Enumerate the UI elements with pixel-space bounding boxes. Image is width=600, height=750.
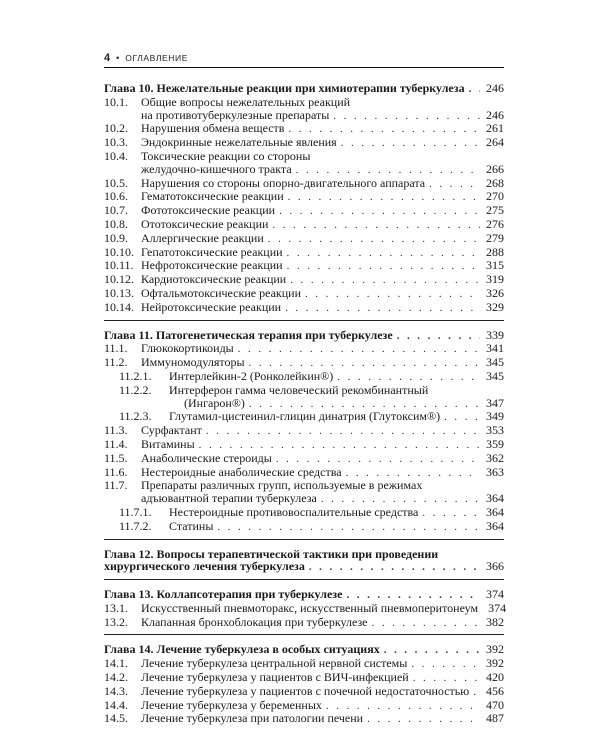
- dot-leader: [341, 137, 480, 150]
- entry-title: Аллергические реакции: [141, 230, 264, 245]
- entry-title: Сурфактант: [141, 423, 202, 438]
- entry-page: 456: [486, 683, 504, 698]
- entry-number: 14.1.: [104, 656, 128, 671]
- bullet-icon: •: [116, 53, 120, 63]
- toc-entry[interactable]: [104, 232, 504, 246]
- toc-entry[interactable]: [104, 287, 504, 301]
- toc-entry[interactable]: [104, 150, 504, 177]
- toc-entry[interactable]: [104, 452, 504, 466]
- toc-line: [104, 424, 504, 438]
- entry-title: Нестероидные анаболические средства: [141, 464, 342, 479]
- toc-line: [104, 150, 504, 163]
- dot-leader: [321, 493, 480, 506]
- chapter-heading[interactable]: [104, 329, 504, 343]
- entry-page: 359: [486, 436, 504, 451]
- entry-number: 11.2.3.: [119, 409, 152, 424]
- entry-page: 341: [486, 341, 504, 356]
- toc-entry[interactable]: [104, 410, 504, 424]
- entry-number: 11.2.1.: [119, 368, 152, 383]
- entry-title: Лечение туберкулеза у пациентов с почечной недостаточностью: [141, 683, 470, 698]
- toc-entry[interactable]: [104, 671, 504, 685]
- entry-page: 470: [486, 697, 504, 712]
- dot-leader: [287, 247, 480, 260]
- dot-leader: [276, 453, 480, 466]
- toc-entry[interactable]: [104, 699, 504, 713]
- entry-number: 11.2.2.: [119, 382, 152, 397]
- entry-page: 329: [486, 299, 504, 314]
- entry-page: 279: [486, 230, 504, 245]
- entry-title: Гематотоксические реакции: [141, 189, 284, 204]
- entry-page: 364: [486, 491, 504, 506]
- dot-leader: [305, 288, 480, 301]
- entry-title: Нарушения обмена веществ: [141, 121, 285, 136]
- entry-title: Интерлейкин-2 (Ронколейкин®): [169, 368, 334, 383]
- chapter-block: [104, 329, 504, 540]
- entry-page: 374: [488, 600, 507, 615]
- toc-entry[interactable]: [104, 204, 504, 218]
- entry-title-cont: адъювантной терапии туберкулеза: [141, 491, 317, 506]
- toc-line: [104, 671, 504, 685]
- entry-number: 14.3.: [104, 683, 128, 698]
- dot-leader: [217, 521, 480, 534]
- entry-number: 10.7.: [104, 203, 128, 218]
- toc-line-cont: [104, 492, 504, 506]
- entry-title: Нарушения со стороны опорно-двигательного аппарата: [141, 175, 426, 190]
- chapter-block: [104, 548, 504, 581]
- entry-page: 268: [486, 175, 504, 190]
- chapter-title: Глава 10. Нежелательные реакции при химиотерапии туберкулеза: [104, 81, 465, 95]
- entry-title: Фототоксические реакции: [141, 203, 276, 218]
- dot-leader: [272, 219, 480, 232]
- toc-line: [104, 600, 507, 616]
- chapter-page: 339: [486, 327, 504, 342]
- toc-entry[interactable]: [104, 301, 504, 315]
- toc-entry[interactable]: [104, 685, 504, 699]
- toc-line: [119, 410, 504, 424]
- chapter-block: [104, 82, 504, 321]
- toc-entry[interactable]: [104, 273, 504, 287]
- toc-line: [119, 370, 504, 384]
- entry-title: Препараты различных групп, используемые в режимах: [141, 478, 423, 493]
- chapter-page: 392: [486, 642, 504, 657]
- entry-number: 10.14.: [104, 299, 134, 314]
- entry-number: 10.3.: [104, 135, 128, 150]
- entry-number: 14.2.: [104, 670, 128, 685]
- entry-page: 315: [486, 258, 504, 273]
- entry-title: Лечение туберкулеза центральной нервной системы: [141, 656, 408, 671]
- toc-line: [119, 384, 504, 397]
- entry-number: 10.10.: [104, 244, 134, 259]
- toc-line: [104, 356, 504, 370]
- entry-number: 11.5.: [104, 450, 128, 465]
- dot-leader: [268, 233, 480, 246]
- chapter-block: [104, 643, 504, 731]
- toc-entry[interactable]: [104, 122, 504, 136]
- entry-page: 246: [486, 107, 504, 122]
- dot-leader: [288, 191, 480, 204]
- entry-title: Кардиотоксические реакции: [141, 272, 287, 287]
- entry-page: 261: [486, 121, 504, 136]
- toc-line: [104, 190, 504, 204]
- toc-entry[interactable]: [104, 356, 504, 370]
- entry-title: Глюкокортикоиды: [141, 341, 234, 356]
- toc-line: [104, 712, 504, 726]
- chapter-title: Глава 12. Вопросы терапевтической тактики при проведении: [104, 546, 439, 561]
- toc-line: [104, 177, 504, 191]
- toc-entry[interactable]: [104, 520, 504, 534]
- toc-entry[interactable]: [104, 466, 504, 480]
- entry-number: 11.7.: [104, 478, 128, 493]
- entry-page: 264: [486, 135, 504, 150]
- toc-line: [104, 452, 504, 466]
- entry-number: 14.5.: [104, 711, 128, 726]
- toc-line-cont: [104, 163, 504, 177]
- entry-page: 275: [486, 203, 504, 218]
- toc-line: [104, 136, 504, 150]
- entry-page: 364: [486, 504, 504, 519]
- chapter-heading-cont[interactable]: [104, 560, 504, 574]
- toc-line: [104, 232, 504, 246]
- entry-title: Общие вопросы нежелательных реакций: [141, 94, 351, 109]
- section-title: ОГЛАВЛЕНИЕ: [125, 53, 189, 63]
- toc-line: [104, 273, 504, 287]
- toc-line: [104, 657, 504, 671]
- toc-entry[interactable]: [104, 479, 504, 506]
- dot-leader: [287, 260, 480, 273]
- entry-number: 10.6.: [104, 189, 128, 204]
- entry-number: 11.7.1.: [119, 504, 152, 519]
- entry-title-cont: на противотуберкулезные препараты: [141, 107, 330, 122]
- toc-line: [104, 342, 504, 356]
- entry-number: 10.13.: [104, 285, 134, 300]
- entry-title-cont: (Ингарон®): [184, 395, 245, 410]
- toc-line: [104, 204, 504, 218]
- entry-page: 392: [486, 656, 504, 671]
- entry-page: 347: [486, 395, 504, 410]
- toc-line: [119, 520, 504, 534]
- entry-title: Статины: [169, 518, 214, 533]
- toc-line: [104, 466, 504, 480]
- chapter-title: Глава 14. Лечение туберкулеза в особых ситуациях: [104, 642, 380, 657]
- entry-page: 362: [486, 450, 504, 465]
- toc-line: [119, 506, 504, 520]
- entry-title: Нестероидные противовоспалительные средства: [169, 504, 419, 519]
- toc-entry[interactable]: [104, 424, 504, 438]
- entry-number: 13.2.: [104, 614, 128, 629]
- toc-entry[interactable]: [104, 438, 504, 452]
- toc-entry[interactable]: [104, 246, 504, 260]
- entry-number: 10.2.: [104, 121, 128, 136]
- dot-leader: [309, 561, 480, 574]
- entry-page: 266: [486, 161, 504, 176]
- entry-title: Нефротоксические реакции: [141, 258, 283, 273]
- dot-leader: [411, 658, 480, 671]
- entry-title: Ототоксические реакции: [141, 216, 269, 231]
- toc-entry[interactable]: [104, 384, 504, 411]
- entry-number: 11.3.: [104, 423, 128, 438]
- toc-line: [104, 616, 504, 630]
- dot-leader: [346, 589, 480, 602]
- entry-title: Анаболические стероиды: [141, 450, 272, 465]
- entry-title: Клапанная бронхоблокация при туберкулезе: [141, 614, 368, 629]
- toc-entry[interactable]: [104, 96, 504, 123]
- entry-number: 11.1.: [104, 341, 128, 356]
- dot-leader: [473, 686, 480, 699]
- chapter-page: 246: [486, 81, 504, 95]
- toc-line-cont: [119, 397, 504, 411]
- entry-page: 363: [486, 464, 504, 479]
- entry-title-cont: желудочно-кишечного тракта: [141, 161, 292, 176]
- entry-page: 288: [486, 244, 504, 259]
- dot-leader: [397, 330, 480, 343]
- table-of-contents: [104, 81, 507, 739]
- toc-line: [104, 301, 504, 315]
- toc-line-cont: [104, 109, 504, 123]
- entry-number: 11.2.: [104, 355, 128, 370]
- dot-leader: [429, 178, 480, 191]
- dot-leader: [333, 110, 480, 123]
- entry-title: Нейротоксические реакции: [141, 299, 282, 314]
- toc-entry[interactable]: [104, 506, 504, 520]
- entry-number: 11.7.2.: [119, 518, 152, 533]
- chapter-block: [104, 587, 507, 635]
- toc-line: [104, 685, 504, 699]
- entry-title: Глутамил-цистеинил-глицин динатрия (Глутоксим®): [169, 409, 441, 424]
- dot-leader: [238, 343, 480, 356]
- chapter-heading[interactable]: [104, 643, 504, 657]
- toc-line: [104, 438, 504, 452]
- entry-title: Витамины: [141, 436, 195, 451]
- chapter-page: 374: [486, 587, 504, 602]
- entry-number: 11.6.: [104, 464, 128, 479]
- entry-page: 345: [486, 368, 504, 383]
- entry-page: 487: [486, 711, 504, 726]
- dot-leader: [279, 205, 480, 218]
- entry-title: Гепатотоксические реакции: [141, 244, 283, 259]
- dot-leader: [413, 672, 480, 685]
- dot-leader: [422, 507, 480, 520]
- entry-title: Иммуномодуляторы: [141, 355, 245, 370]
- entry-number: 10.9.: [104, 230, 128, 245]
- entry-number: 10.4.: [104, 148, 128, 163]
- dot-leader: [469, 83, 480, 96]
- toc-entry[interactable]: [104, 600, 507, 616]
- entry-title: Интерферон гамма человеческий рекомбинантный: [169, 382, 429, 397]
- entry-number: 10.1.: [104, 94, 128, 109]
- chapter-title: Глава 13. Коллапсотерапия при туберкулезе: [104, 587, 343, 602]
- entry-number: 10.12.: [104, 272, 134, 287]
- toc-entry[interactable]: [104, 370, 504, 384]
- toc-line: [104, 218, 504, 232]
- entry-number: 11.4.: [104, 436, 128, 451]
- entry-page: 382: [486, 614, 504, 629]
- entry-page: 420: [486, 670, 504, 685]
- toc-entry[interactable]: [104, 177, 504, 191]
- dot-leader: [290, 274, 480, 287]
- toc-entry[interactable]: [104, 259, 504, 273]
- dot-leader: [285, 302, 480, 315]
- page-number: 4: [104, 52, 111, 64]
- entry-page: 353: [486, 423, 504, 438]
- dot-leader: [444, 411, 480, 424]
- entry-title: Токсические реакции со стороны: [141, 148, 311, 163]
- entry-page: 270: [486, 189, 504, 204]
- dot-leader: [337, 371, 480, 384]
- toc-line: [104, 699, 504, 713]
- entry-title: Лечение туберкулеза при патологии печени: [141, 711, 364, 726]
- toc-entry[interactable]: [104, 190, 504, 204]
- chapter-title: Глава 11. Патогенетическая терапия при туберкулезе: [104, 327, 393, 342]
- entry-number: 14.4.: [104, 697, 128, 712]
- toc-entry[interactable]: [104, 657, 504, 671]
- dot-leader: [199, 439, 480, 452]
- entry-number: 10.11.: [104, 258, 134, 273]
- entry-title: Лечение туберкулеза у беременных: [141, 697, 322, 712]
- toc-line: [104, 287, 504, 301]
- entry-title: Лечение туберкулеза у пациентов с ВИЧ-инфекцией: [141, 670, 409, 685]
- chapter-title-cont: хирургического лечения туберкулеза: [104, 559, 305, 574]
- entry-page: 364: [486, 518, 504, 533]
- entry-number: 10.8.: [104, 216, 128, 231]
- toc-line: [104, 122, 504, 136]
- dot-leader: [372, 617, 480, 630]
- dot-leader: [206, 425, 480, 438]
- toc-line: [104, 259, 504, 273]
- running-header: [104, 52, 504, 64]
- toc-line: [104, 246, 504, 260]
- toc-entry[interactable]: [104, 342, 504, 356]
- entry-number: 10.5.: [104, 175, 128, 190]
- entry-title: Эндокринные нежелательные явления: [141, 135, 337, 150]
- toc-line: [104, 96, 504, 109]
- entry-page: 349: [486, 409, 504, 424]
- dot-leader: [296, 164, 480, 177]
- header-rule: [104, 67, 504, 68]
- chapter-page: 366: [486, 559, 504, 574]
- toc-entry[interactable]: [104, 616, 504, 630]
- entry-number: 13.1.: [104, 600, 128, 615]
- toc-entry[interactable]: [104, 136, 504, 150]
- entry-page: 319: [486, 272, 504, 287]
- chapter-heading[interactable]: [104, 588, 504, 602]
- toc-entry[interactable]: [104, 218, 504, 232]
- toc-entry[interactable]: [104, 712, 504, 726]
- entry-page: 276: [486, 216, 504, 231]
- chapter-heading[interactable]: [104, 82, 504, 96]
- entry-page: 345: [486, 355, 504, 370]
- entry-page: 326: [486, 285, 504, 300]
- dot-leader: [367, 713, 480, 726]
- entry-title: Офтальмотоксические реакции: [141, 285, 301, 300]
- entry-title: Искусственный пневмоторакс, искусственный пневмоперитонеум: [141, 600, 479, 615]
